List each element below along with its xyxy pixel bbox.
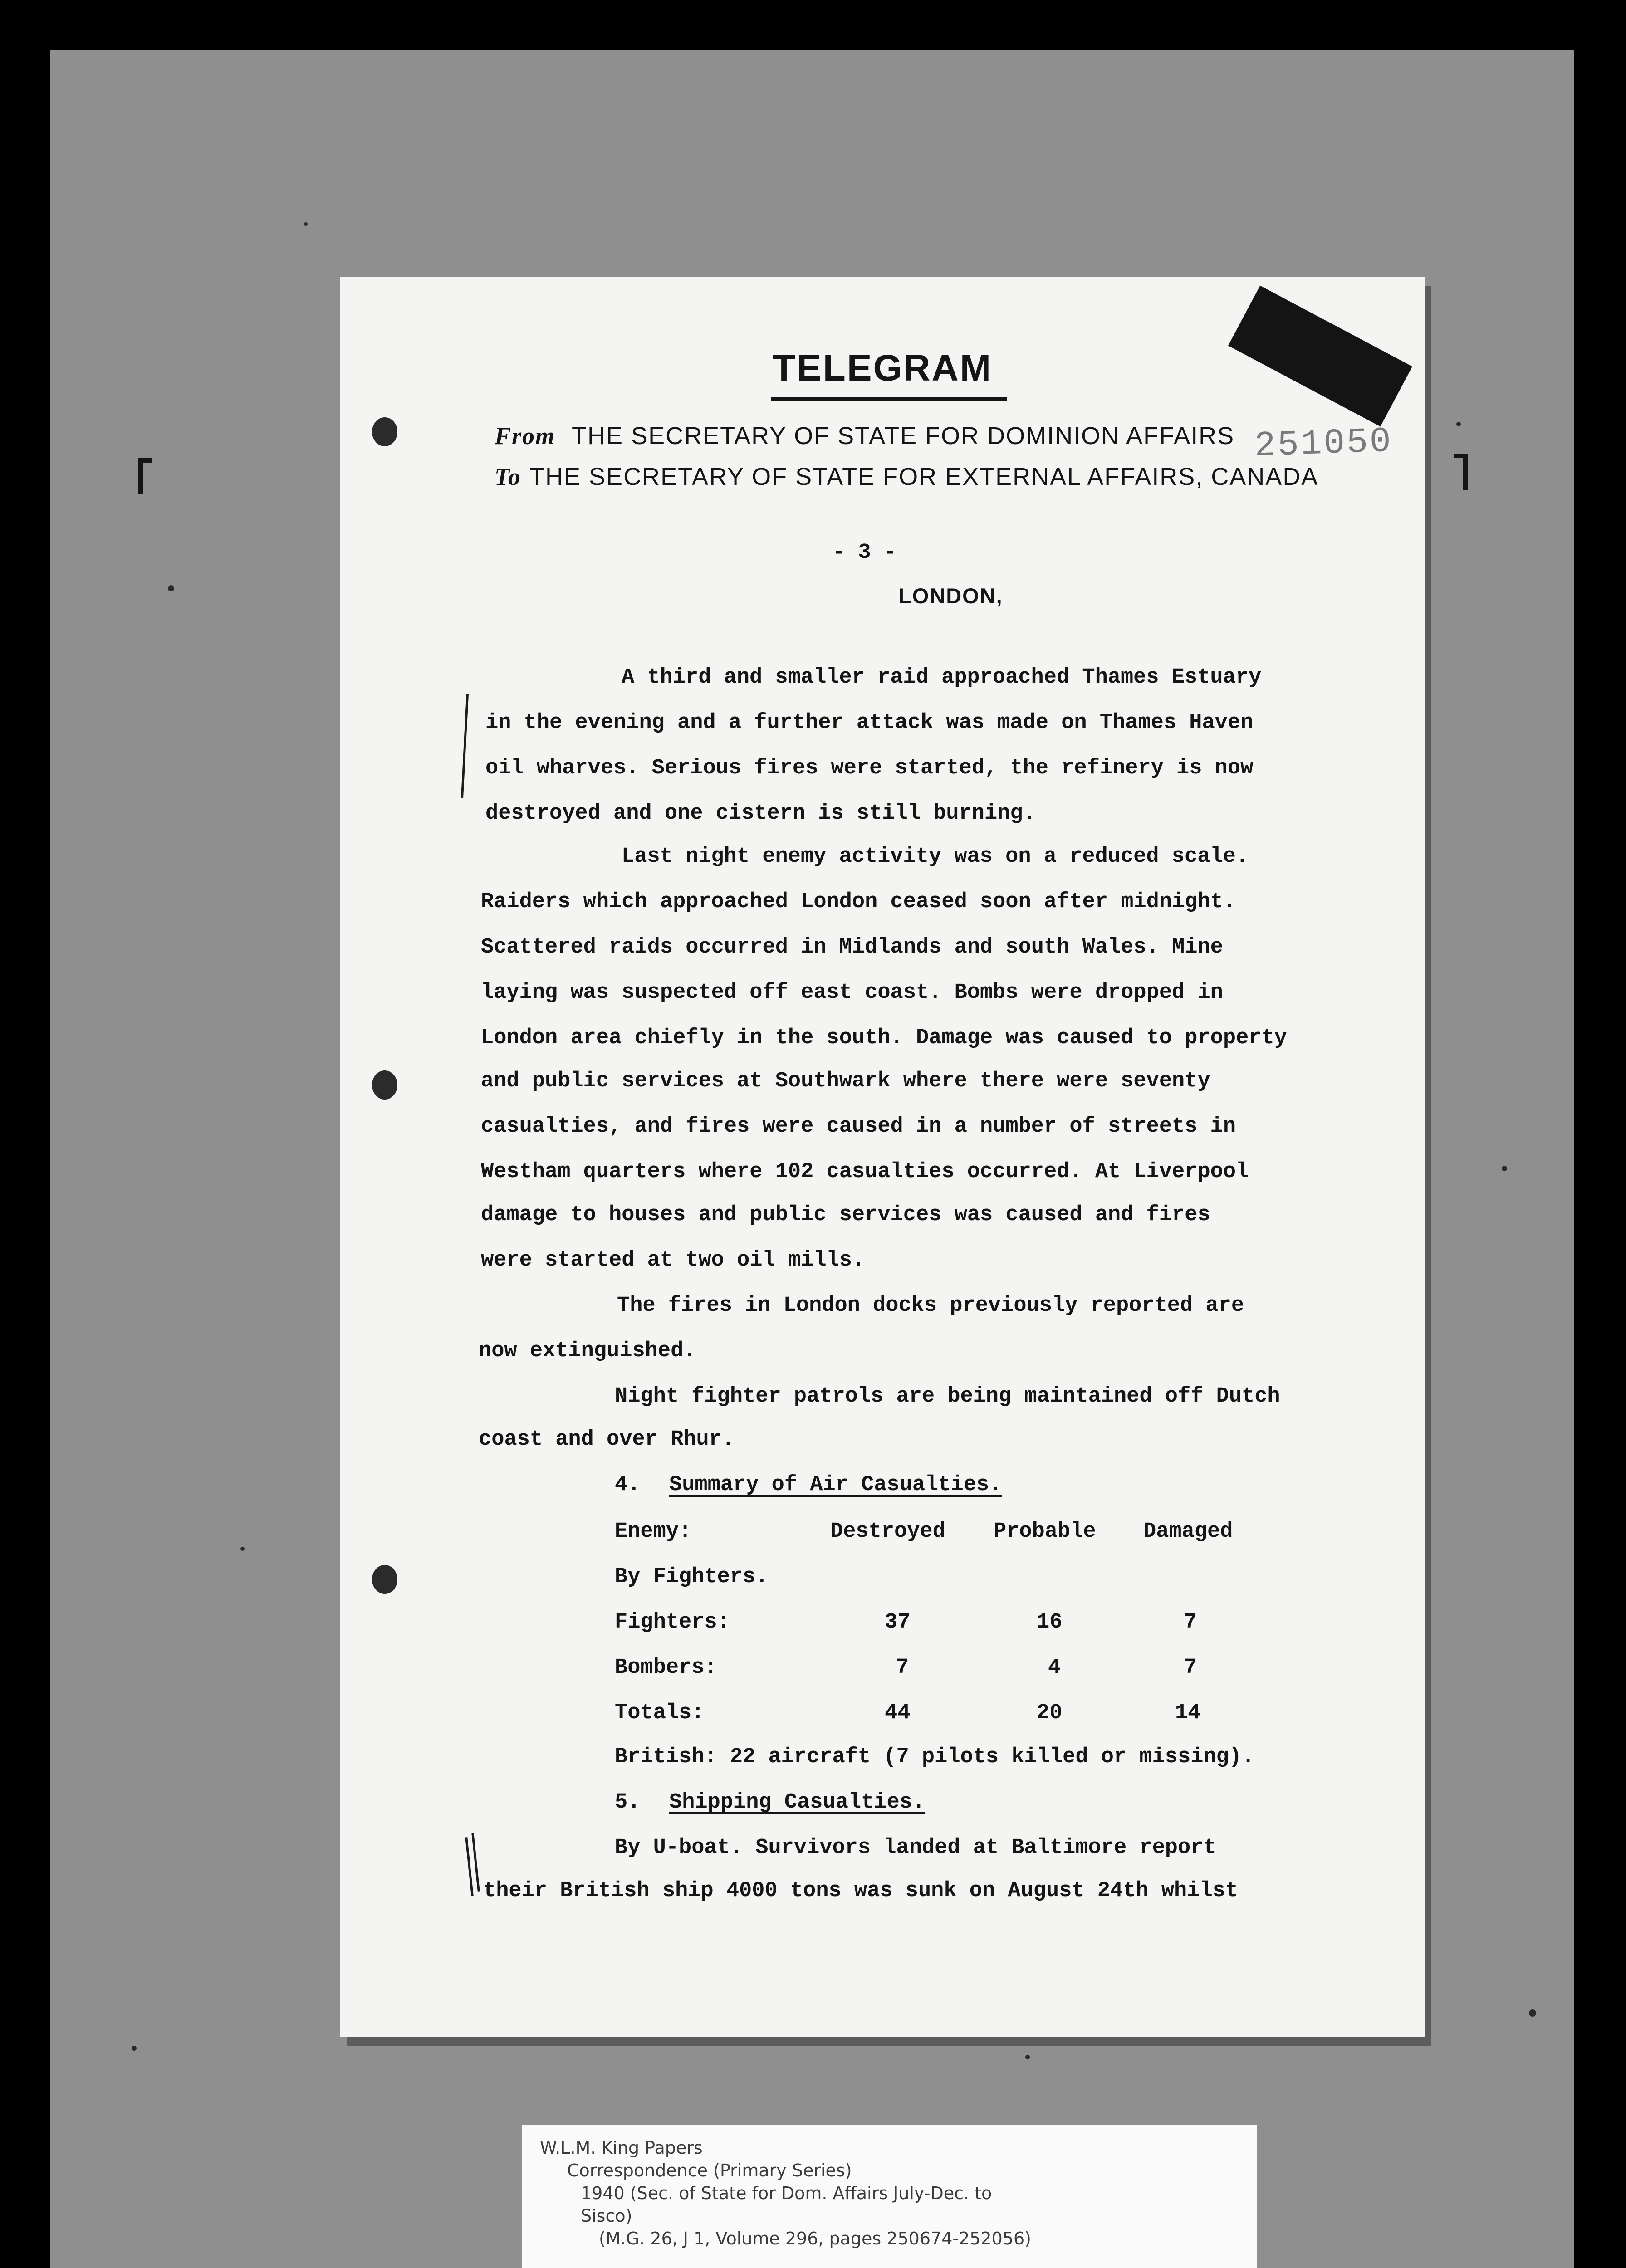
telegram-page: [340, 277, 1425, 2037]
table-header-enemy: Enemy:: [615, 1520, 692, 1544]
stamp-number: 251050: [1254, 421, 1394, 467]
body-line: London area chiefly in the south. Damage was caused to property: [481, 1026, 1287, 1050]
body-line: were started at two oil mills.: [481, 1248, 865, 1272]
body-line: laying was suspected off east coast. Bombs were dropped in: [481, 981, 1223, 1005]
telegram-title: TELEGRAM: [772, 347, 993, 389]
body-line: Westham quarters where 102 casualties occurred. At Liverpool: [481, 1160, 1249, 1184]
body-line: destroyed and one cistern is still burning.: [485, 802, 1036, 826]
title-underline: [771, 397, 1007, 401]
table-cell: 7: [896, 1656, 909, 1680]
from-text: THE SECRETARY OF STATE FOR DOMINION AFFAIRS: [572, 422, 1235, 450]
speck: [132, 2046, 137, 2051]
british-casualties: British: 22 aircraft (7 pilots killed or missing).: [615, 1745, 1255, 1769]
table-cell: 20: [1037, 1701, 1063, 1725]
closing-line: By U-boat. Survivors landed at Baltimore report: [615, 1836, 1216, 1860]
table-cell: Bombers:: [615, 1656, 717, 1680]
section-4-title: Summary of Air Casualties.: [669, 1473, 1002, 1497]
body-line: casualties, and fires were caused in a number of streets in: [481, 1114, 1236, 1139]
body-line: coast and over Rhur.: [479, 1427, 735, 1452]
body-line: and public services at Southwark where there were seventy: [481, 1069, 1210, 1093]
archive-note-line: Correspondence (Primary Series): [567, 2160, 852, 2180]
speck: [1502, 1166, 1507, 1171]
table-cell: 4: [1048, 1656, 1061, 1680]
table-cell: 14: [1175, 1701, 1201, 1725]
table-cell: Totals:: [615, 1701, 705, 1725]
body-line: A third and smaller raid approached Thames Estuary: [622, 665, 1262, 689]
section-5-title: Shipping Casualties.: [669, 1790, 926, 1814]
to-line: [495, 463, 1318, 491]
closing-line: their British ship 4000 tons was sunk on August 24th whilst: [483, 1879, 1239, 1903]
speck: [1529, 2009, 1536, 2017]
table-cell: 44: [885, 1701, 911, 1725]
table-cell: 7: [1184, 1610, 1197, 1634]
archive-note-line: (M.G. 26, J 1, Volume 296, pages 250674-252056): [599, 2229, 1031, 2248]
body-line: Last night enemy activity was on a reduced scale.: [622, 845, 1249, 869]
body-line: The fires in London docks previously reported are: [617, 1294, 1244, 1318]
body-line: Raiders which approached London ceased soon after midnight.: [481, 890, 1236, 914]
table-cell: 7: [1184, 1656, 1197, 1680]
margin-mark: [465, 1837, 474, 1896]
speck: [1456, 422, 1461, 426]
from-line: [495, 422, 1234, 450]
from-label: From: [495, 422, 556, 450]
body-line: oil wharves. Serious fires were started, the refinery is now: [485, 756, 1254, 780]
page-marker: - 3 -: [833, 541, 897, 565]
body-line: damage to houses and public services was caused and fires: [481, 1203, 1210, 1227]
to-label: To: [495, 463, 522, 490]
table-cell: 37: [885, 1610, 911, 1634]
table-header-destroyed: Destroyed: [830, 1520, 945, 1544]
section-4-number: 4.: [615, 1473, 641, 1497]
corner-mark-right: [1463, 454, 1468, 490]
table-header-damaged: Damaged: [1143, 1520, 1233, 1544]
archive-note-line: 1940 (Sec. of State for Dom. Affairs July-Dec. to: [581, 2183, 992, 2203]
archive-note-line: W.L.M. King Papers: [540, 2138, 703, 2158]
speck: [168, 585, 174, 591]
corner-mark-left: [138, 458, 152, 463]
archive-note-line: Sisco): [581, 2206, 632, 2226]
section-5-number: 5.: [615, 1790, 641, 1814]
microfilm-frame: [50, 50, 1574, 2268]
table-cell: 16: [1037, 1610, 1063, 1634]
corner-mark-left: [138, 458, 143, 494]
margin-mark: [471, 1833, 480, 1892]
margin-mark: [461, 694, 469, 798]
body-line: in the evening and a further attack was made on Thames Haven: [485, 711, 1254, 735]
city-heading: LONDON,: [898, 584, 1003, 608]
punch-hole: [372, 1070, 397, 1100]
body-line: now extinguished.: [479, 1339, 696, 1363]
speck: [1025, 2055, 1030, 2059]
archive-catalog-note: [522, 2125, 1257, 2268]
speck: [240, 1547, 245, 1551]
to-text: THE SECRETARY OF STATE FOR EXTERNAL AFFAIRS, CANADA: [529, 463, 1319, 490]
punch-hole: [372, 417, 397, 446]
table-subheading: By Fighters.: [615, 1565, 769, 1589]
body-line: Night fighter patrols are being maintained off Dutch: [615, 1384, 1280, 1408]
body-line: Scattered raids occurred in Midlands and south Wales. Mine: [481, 935, 1223, 959]
table-cell: Fighters:: [615, 1610, 730, 1634]
punch-hole: [372, 1565, 397, 1594]
table-header-probable: Probable: [994, 1520, 1096, 1544]
corner-mark-right: [1454, 454, 1468, 458]
speck: [304, 222, 308, 226]
